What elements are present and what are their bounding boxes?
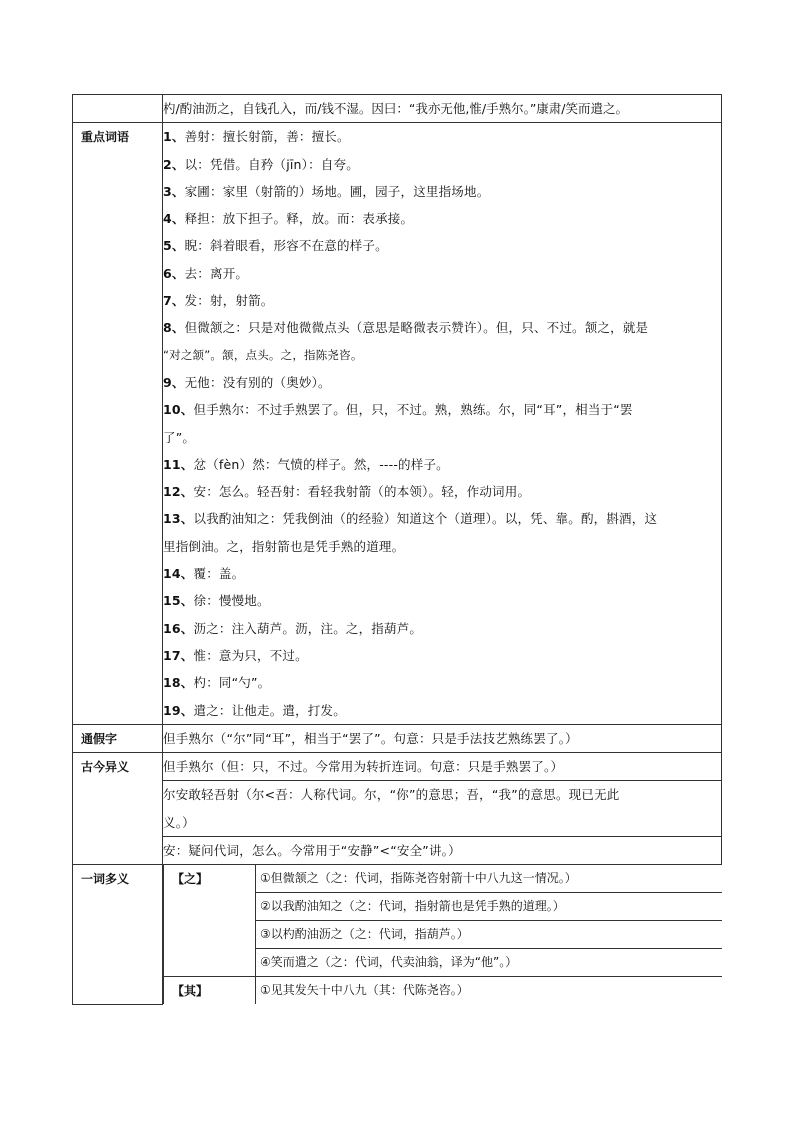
key-word-text: 发：射，射箭。 (184, 293, 274, 309)
key-words-row (73, 123, 722, 725)
yici-zhi-item-2: ②以我酌油知之（之：代词，指射箭也是凭手熟的道理。） (256, 893, 722, 921)
tongjia-label-cell (73, 724, 163, 752)
yici-zhi-row-1 (164, 865, 722, 893)
gujin-text-2-cont: 义。） (163, 814, 195, 830)
gujin-label: 古今异义 (81, 760, 130, 775)
key-word-text: 但手熟尔：不过手熟罢了。但，只，不过。熟，熟练。尔，同“耳”，相当于“罢 (193, 402, 633, 418)
key-word-item (163, 151, 721, 178)
gujin-text-1: 但手熟尔（但：只，不过。今常用为转折连词。句意：只是手熟罢了。） (163, 759, 564, 775)
gujin-label-cell (73, 753, 163, 865)
key-word-text: 覆：盖。 (193, 566, 245, 582)
key-word-number: 19、 (163, 702, 194, 718)
yici-zhi-item-3: ③以杓酌油沥之（之：代词，指葫芦。） (256, 921, 722, 949)
key-word-number: 6、 (163, 265, 185, 281)
key-word-item (163, 642, 721, 669)
key-word-number: 1、 (163, 129, 185, 145)
key-word-text: 以：凭借。自矜（jīn）：自夸。 (184, 156, 359, 172)
key-word-number: 8、 (163, 320, 185, 336)
key-word-text: 无他：没有别的（奥妙）。 (184, 374, 331, 390)
key-word-item (163, 560, 721, 587)
key-word-item (163, 587, 721, 614)
key-word-text: 忿（fèn）然：气愤的样子。然，----的样子。 (193, 456, 449, 472)
yici-zhi-key: 【之】 (172, 872, 209, 887)
key-word-item (163, 205, 721, 232)
key-word-text: 去：离开。 (184, 265, 249, 281)
key-word-item (163, 369, 721, 396)
key-word-number: 4、 (163, 211, 185, 227)
key-word-item (163, 123, 721, 150)
key-word-number: 9、 (163, 374, 185, 390)
key-word-item (163, 178, 721, 205)
key-word-number: 7、 (163, 293, 185, 309)
notes-table (72, 94, 722, 1005)
key-word-item (163, 260, 721, 287)
key-word-number: 17、 (163, 647, 194, 663)
key-word-text: 以我酌油知之：凭我倒油（的经验）知道这个（道理）。以，凭、靠。酌，斟酒，这 (193, 511, 658, 527)
key-word-text: 但微颔之：只是对他微微点头（意思是略微表示赞许）。但，只、不过。颔之，就是 (184, 320, 649, 336)
intro-text: 杓/酌油沥之，自钱孔入，而/钱不湿。因曰：“我亦无他,惟/手熟尔。”康肃/笑而遣之。 (163, 101, 629, 116)
yici-zhi-key-cell (164, 865, 256, 977)
intro-cell (163, 95, 722, 123)
key-word-text: 惟：意为只，不过。 (193, 647, 308, 663)
yici-qi-key: 【其】 (172, 984, 209, 999)
key-word-number: 10、 (163, 402, 194, 418)
key-word-item (163, 615, 721, 642)
yici-cell (163, 865, 722, 1005)
key-word-item (163, 232, 721, 259)
key-word-item (163, 396, 721, 423)
tongjia-text: 但手熟尔（“尔”同“耳”，相当于“罢了”。句意：只是手法技艺熟练罢了。） (163, 730, 578, 746)
yici-subtable (163, 865, 722, 1004)
key-word-text: 安：怎么。轻吾射：看轻我射箭（的本领）。轻，作动词用。 (193, 484, 531, 500)
key-word-item (163, 697, 721, 724)
key-word-number: 18、 (163, 675, 194, 691)
yici-label-cell (73, 865, 163, 1005)
intro-label-cell (73, 95, 163, 123)
yici-row (73, 865, 722, 1005)
gujin-row-1 (73, 753, 722, 781)
key-word-item (163, 669, 721, 696)
yici-qi-row-1 (164, 977, 722, 1005)
key-word-continuation: 了”。 (163, 429, 196, 445)
key-word-item (163, 478, 721, 505)
key-words-label: 重点词语 (81, 130, 130, 145)
key-word-continuation: 里指倒油。之，指射箭也是凭手熟的道理。 (163, 538, 405, 554)
key-word-item (163, 287, 721, 314)
key-word-continuation: “对之颔”。颔，点头。之，指陈尧咨。 (163, 347, 363, 362)
yici-zhi-item-4: ④笑而遣之（之：代词，代卖油翁，译为“他”。） (256, 949, 722, 977)
key-word-text: 释担：放下担子。释，放。而：表承接。 (184, 211, 414, 227)
key-word-number: 15、 (163, 593, 194, 609)
key-word-item (163, 314, 721, 341)
key-word-number: 12、 (163, 484, 194, 500)
gujin-row-3 (73, 837, 722, 865)
key-word-number: 3、 (163, 183, 185, 199)
key-word-item (163, 505, 721, 532)
key-words-label-cell (73, 123, 163, 725)
key-word-number: 5、 (163, 238, 185, 254)
gujin-cell-1 (163, 753, 722, 781)
key-word-text: 遣之：让他走。遣，打发。 (193, 702, 346, 718)
key-word-text: 睨：斜着眼看，形容不在意的样子。 (184, 238, 388, 254)
intro-row (73, 95, 722, 123)
gujin-cell-2 (163, 781, 722, 837)
key-word-item (163, 451, 721, 478)
key-word-number: 2、 (163, 156, 185, 172)
key-words-list (163, 123, 722, 725)
key-word-text: 家圃：家里（射箭的）场地。圃，园子，这里指场地。 (184, 183, 490, 199)
yici-qi-key-cell (164, 977, 256, 1005)
key-word-text: 善射：擅长射箭，善：擅长。 (184, 129, 350, 145)
key-word-text: 徐：慢慢地。 (193, 593, 270, 609)
key-word-number: 11、 (163, 456, 194, 472)
gujin-text-2: 尔安敢轻吾射（尔<吾：人称代词。尔，“你”的意思；吾，“我”的意思。现已无此 (163, 787, 620, 803)
yici-label: 一词多义 (81, 872, 130, 887)
gujin-text-3: 安：疑问代词，怎么。今常用于“安静”<“安全”讲。） (163, 843, 461, 859)
key-word-number: 16、 (163, 620, 194, 636)
gujin-cell-3 (163, 837, 722, 865)
tongjia-row (73, 724, 722, 752)
tongjia-label: 通假字 (81, 731, 118, 746)
key-word-number: 14、 (163, 566, 194, 582)
key-word-number: 13、 (163, 511, 194, 527)
yici-qi-item-1: ①见其发矢十中八九（其：代陈尧咨。） (256, 977, 722, 1005)
yici-zhi-item-1: ①但微颔之（之：代词，指陈尧咨射箭十中八九这一情况。） (256, 865, 722, 893)
tongjia-cell (163, 724, 722, 752)
key-word-text: 沥之：注入葫芦。沥，注。之，指葫芦。 (193, 620, 423, 636)
key-word-text: 杓：同“勺”。 (193, 675, 271, 691)
gujin-row-2 (73, 781, 722, 837)
